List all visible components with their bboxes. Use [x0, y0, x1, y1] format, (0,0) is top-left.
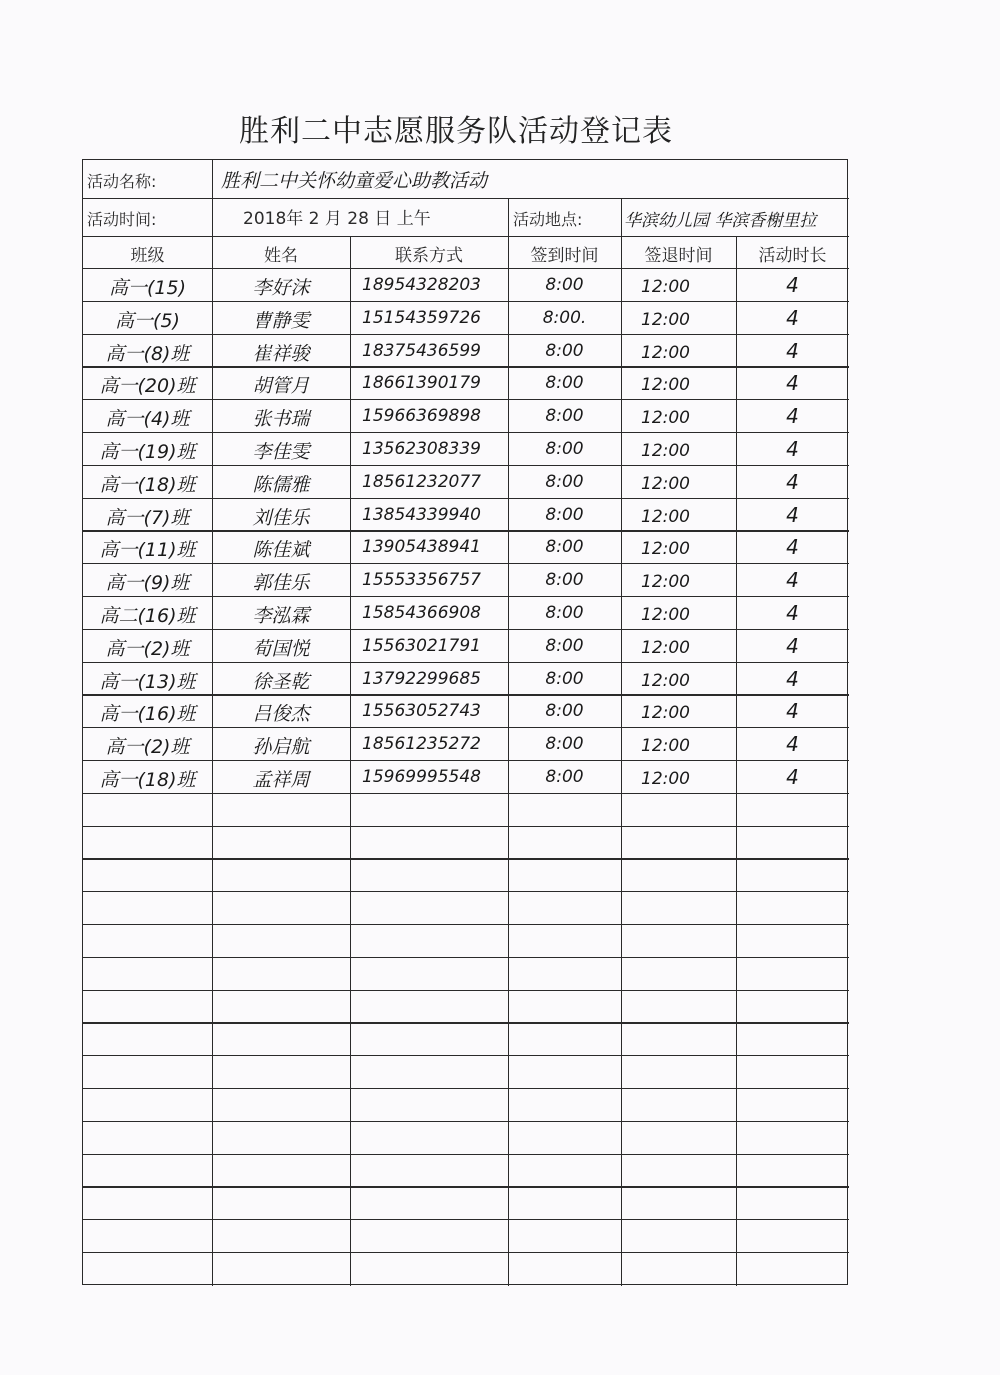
checkout-cell: 12:00 [641, 572, 690, 593]
checkout-cell: 12:00 [641, 342, 690, 363]
checkin-cell: 8:00 [545, 406, 584, 427]
class-cell: 高一(20)班 [99, 375, 196, 398]
header-divider [83, 268, 849, 269]
checkout-cell: 12:00 [641, 277, 690, 297]
info-divider [83, 236, 849, 237]
row-divider [83, 1022, 849, 1023]
row-divider [83, 891, 849, 892]
name-cell: 曹静雯 [252, 309, 310, 332]
row-divider [83, 530, 849, 531]
name-cell: 李佳雯 [252, 441, 310, 463]
phone-cell: 15563052743 [362, 701, 481, 722]
class-cell: 高一(16)班 [99, 703, 196, 726]
row-divider [83, 694, 849, 695]
class-cell: 高一(15) [108, 277, 186, 299]
checkout-cell: 12:00 [641, 736, 690, 757]
duration-cell: 4 [786, 273, 799, 297]
phone-column-header: 联系方式 [395, 246, 463, 266]
row-divider [83, 793, 849, 794]
phone-cell: 15854366908 [362, 603, 481, 623]
info-divider [83, 198, 849, 199]
checkin-cell: 8:00 [545, 275, 584, 295]
name-cell: 吕俊杰 [252, 703, 310, 726]
phone-cell: 15563021791 [362, 635, 481, 656]
class-cell: 高一(18)班 [99, 769, 196, 791]
name-cell: 崔祥骏 [252, 342, 310, 365]
row-divider [83, 760, 849, 761]
name-cell: 李好沫 [252, 277, 310, 299]
checkin-column-header: 签到时间 [530, 246, 599, 266]
checkin-cell: 8:00 [545, 504, 584, 525]
activity-name-value: 胜利二中关怀幼童爱心助教活动 [221, 170, 488, 192]
row-divider [83, 1219, 849, 1220]
activity-name-label: 活动名称: [87, 172, 157, 191]
name-cell: 陈佳斌 [252, 539, 310, 562]
checkout-cell: 12:00 [641, 506, 690, 527]
row-divider [83, 1121, 849, 1122]
duration-cell: 4 [786, 437, 799, 461]
row-divider [83, 563, 849, 564]
duration-cell: 4 [786, 502, 799, 527]
phone-cell: 13562308339 [362, 439, 481, 459]
class-cell: 高二(16)班 [99, 605, 196, 627]
phone-cell: 18561232077 [362, 471, 481, 492]
name-cell: 郭佳乐 [252, 572, 310, 595]
checkin-cell: 8:00 [545, 734, 584, 755]
checkout-cell: 12:00 [641, 769, 690, 789]
checkin-cell: 8:00 [545, 635, 584, 656]
checkout-cell: 12:00 [641, 637, 690, 658]
name-cell: 李泓霖 [252, 605, 310, 627]
class-cell: 高一(4)班 [105, 408, 190, 431]
duration-cell: 4 [786, 666, 799, 691]
row-divider [83, 399, 849, 400]
checkout-cell: 12:00 [641, 670, 690, 691]
column-divider [350, 236, 351, 1286]
phone-cell: 15969995548 [362, 767, 481, 787]
row-divider [83, 662, 849, 663]
class-cell: 高一(2)班 [105, 736, 190, 759]
row-divider [83, 826, 849, 827]
phone-cell: 18954328203 [362, 275, 481, 295]
row-divider [83, 1186, 849, 1187]
row-divider [83, 990, 849, 991]
row-divider [83, 465, 849, 466]
phone-cell: 13905438941 [362, 537, 481, 558]
row-divider [83, 498, 849, 499]
row-divider [83, 1055, 849, 1056]
duration-cell: 4 [786, 765, 799, 789]
row-divider [83, 596, 849, 597]
row-divider [83, 334, 849, 335]
checkin-cell: 8:00 [545, 570, 584, 591]
checkout-cell: 12:00 [641, 309, 690, 330]
duration-cell: 4 [786, 404, 799, 429]
class-cell: 高一(13)班 [99, 670, 196, 693]
activity-time-value: 2018年 2 月 28 日 上午 [243, 209, 431, 229]
phone-cell: 18561235272 [362, 734, 481, 755]
duration-cell: 4 [786, 469, 799, 494]
checkout-column-header: 签退时间 [644, 246, 713, 266]
checkin-cell: 8:00 [545, 439, 584, 459]
checkout-cell: 12:00 [641, 408, 690, 429]
name-cell: 陈儒雅 [252, 473, 310, 496]
class-cell: 高一(5) [115, 309, 180, 332]
checkout-cell: 12:00 [641, 539, 690, 560]
name-cell: 孟祥周 [252, 769, 310, 791]
checkin-cell: 8:00 [545, 340, 584, 361]
phone-cell: 15553356757 [362, 570, 481, 591]
checkin-cell: 8:00. [542, 307, 587, 328]
name-cell: 刘佳乐 [252, 506, 310, 529]
duration-cell: 4 [786, 601, 799, 625]
duration-cell: 4 [786, 535, 799, 560]
class-column-header: 班级 [130, 246, 165, 266]
phone-cell: 15154359726 [362, 307, 481, 328]
name-column-header: 姓名 [264, 246, 298, 266]
row-divider [83, 858, 849, 859]
class-cell: 高一(7)班 [105, 506, 190, 529]
column-divider [621, 198, 622, 1286]
row-divider [83, 727, 849, 728]
phone-cell: 13792299685 [362, 668, 481, 689]
class-cell: 高一(11)班 [99, 539, 196, 562]
checkout-cell: 12:00 [641, 703, 690, 724]
registration-table [82, 159, 848, 1285]
checkin-cell: 8:00 [545, 767, 584, 787]
row-divider [83, 1088, 849, 1089]
duration-cell: 4 [786, 568, 799, 593]
name-cell: 徐圣乾 [252, 670, 310, 693]
class-cell: 高一(8)班 [105, 342, 190, 365]
checkout-cell: 12:00 [641, 473, 690, 494]
name-cell: 荀国悦 [252, 637, 310, 660]
row-divider [83, 957, 849, 958]
phone-cell: 18375436599 [362, 340, 481, 361]
row-divider [83, 366, 849, 367]
duration-cell: 4 [786, 633, 799, 658]
class-cell: 高一(2)班 [105, 637, 190, 660]
activity-place-value: 华滨幼儿园 华滨香榭里拉 [624, 211, 817, 231]
row-divider [83, 1154, 849, 1155]
duration-cell: 4 [786, 338, 799, 363]
class-cell: 高一(19)班 [99, 441, 196, 463]
checkin-cell: 8:00 [545, 537, 584, 558]
duration-column-header: 活动时长 [758, 246, 827, 266]
row-divider [83, 629, 849, 630]
row-divider [83, 432, 849, 433]
checkout-cell: 12:00 [641, 375, 690, 396]
checkin-cell: 8:00 [545, 603, 584, 623]
row-divider [83, 924, 849, 925]
duration-cell: 4 [786, 699, 799, 724]
checkin-cell: 8:00 [545, 701, 584, 722]
page-title: 胜利二中志愿服务队活动登记表 [239, 114, 673, 149]
duration-cell: 4 [786, 732, 799, 757]
class-cell: 高一(18)班 [99, 473, 196, 496]
phone-cell: 18661390179 [362, 373, 481, 394]
row-divider [83, 1252, 849, 1253]
row-divider [83, 301, 849, 302]
duration-cell: 4 [786, 305, 799, 330]
checkin-cell: 8:00 [545, 373, 584, 394]
class-cell: 高一(9)班 [105, 572, 190, 595]
name-cell: 胡管月 [252, 375, 310, 398]
checkin-cell: 8:00 [545, 471, 584, 492]
activity-time-label: 活动时间: [87, 210, 157, 229]
phone-cell: 15966369898 [362, 406, 481, 427]
activity-place-label: 活动地点: [513, 210, 583, 229]
checkout-cell: 12:00 [641, 605, 690, 625]
checkin-cell: 8:00 [545, 668, 584, 689]
duration-cell: 4 [786, 371, 799, 396]
phone-cell: 13854339940 [362, 504, 481, 525]
name-cell: 张书瑞 [252, 408, 310, 431]
name-cell: 孙启航 [252, 736, 310, 759]
checkout-cell: 12:00 [641, 441, 690, 461]
